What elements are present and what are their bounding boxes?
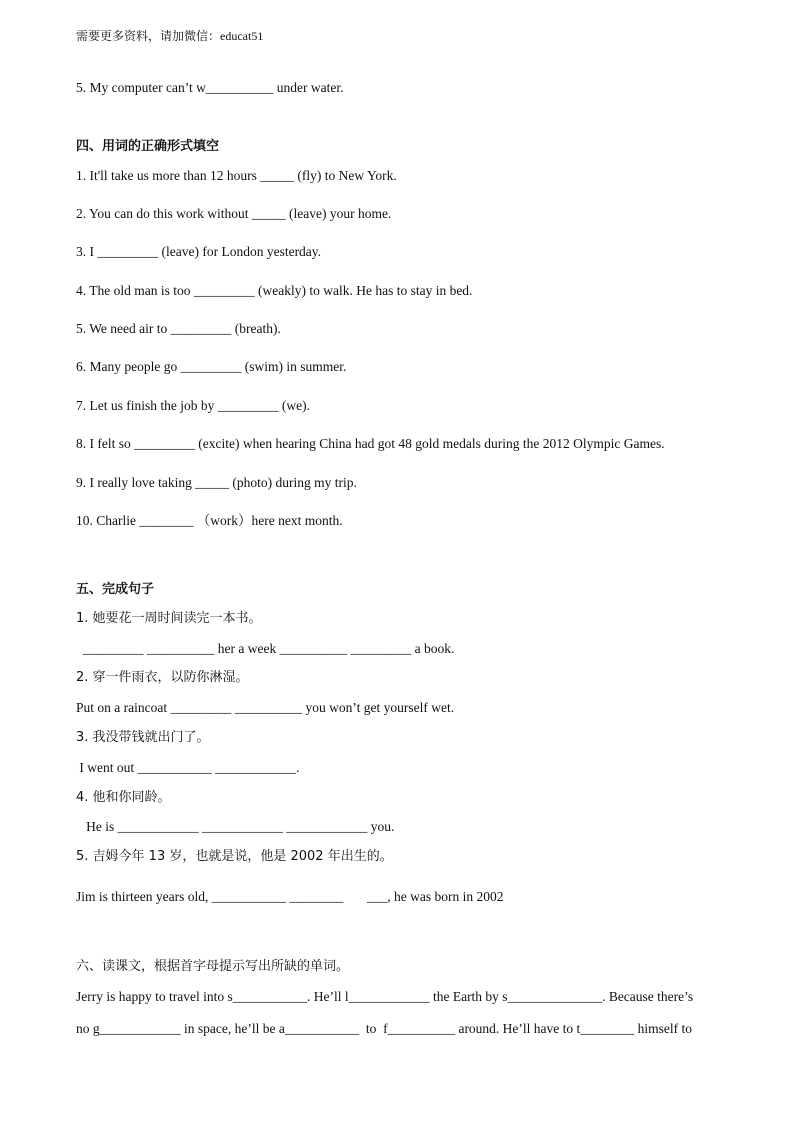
section5-item-5-en: Jim is thirteen years old, ___________ ________ ___, he was born in 2002 xyxy=(76,889,504,904)
section3-item-5: 5. My computer can’t w__________ under water. xyxy=(76,80,344,95)
section4-item-10: 10. Charlie ________ （work）here next month. xyxy=(76,513,343,528)
section5-item-3-en: I went out ___________ ____________. xyxy=(76,760,300,775)
section4-item-7: 7. Let us finish the job by _________ (we). xyxy=(76,398,310,413)
section4-item-5: 5. We need air to _________ (breath). xyxy=(76,321,281,336)
section5-item-4-en: He is ____________ ____________ ____________ you. xyxy=(76,819,395,834)
section4-item-2: 2. You can do this work without _____ (leave) your home. xyxy=(76,206,392,221)
section4-item-9: 9. I really love taking _____ (photo) during my trip. xyxy=(76,475,357,490)
section4-item-8: 8. I felt so _________ (excite) when hearing China had got 48 gold medals during the 2012 Olympic Games. xyxy=(76,436,665,451)
section5-item-4-cn: 4. 他和你同龄。 xyxy=(76,790,171,805)
section4-item-3: 3. I _________ (leave) for London yesterday. xyxy=(76,244,322,259)
section5-item-1-cn: 1. 她要花一周时间读完一本书。 xyxy=(76,611,262,626)
section5-heading: 五、完成句子 xyxy=(76,582,155,597)
section6-line-1: Jerry is happy to travel into s___________. He’ll l____________ the Earth by s______________. Because there’s xyxy=(76,989,694,1004)
section5-item-5-cn: 5. 吉姆今年 13 岁，也就是说，他是 2002 年出生的。 xyxy=(76,849,393,864)
section5-item-2-cn: 2. 穿一件雨衣，以防你淋湿。 xyxy=(76,670,249,685)
section5-item-3-cn: 3. 我没带钱就出门了。 xyxy=(76,730,210,745)
section5-item-1-en: _________ __________ her a week __________ _________ a book. xyxy=(76,641,455,656)
section4-item-1: 1. It'll take us more than 12 hours _____ (fly) to New York. xyxy=(76,168,397,183)
header-note: 需要更多资料，请加微信：educat51 xyxy=(76,29,264,43)
section4-heading: 四、用词的正确形式填空 xyxy=(76,139,220,154)
section4-item-6: 6. Many people go _________ (swim) in summer. xyxy=(76,359,347,374)
section5-item-2-en: Put on a raincoat _________ __________ you won’t get yourself wet. xyxy=(76,700,455,715)
section6-line-2: no g____________ in space, he’ll be a___________ to f__________ around. He’ll have to t________ himself to xyxy=(76,1021,693,1036)
section4-item-4: 4. The old man is too _________ (weakly) to walk. He has to stay in bed. xyxy=(76,283,473,298)
section6-heading: 六、读课文，根据首字母提示写出所缺的单词。 xyxy=(76,959,350,974)
